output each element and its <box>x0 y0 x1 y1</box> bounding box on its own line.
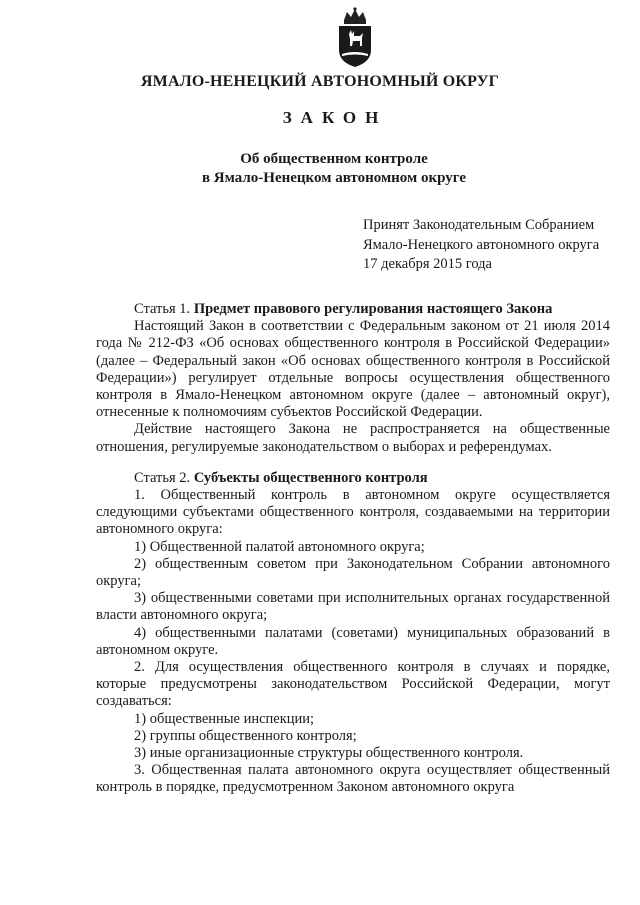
law-body <box>96 301 610 797</box>
adoption-line1: Принят Законодательным Собранием <box>363 217 595 233</box>
article-2-item-2: 2) общественным советом при Законодательном Собрании автономного округа; <box>96 555 610 590</box>
article-2-paragraph-3: 3. Общественная палата автономного округа осуществляет общественный контроль в порядке, предусмотренном Законом автономного округа <box>96 762 610 796</box>
article-2-paragraph-2: 2. Для осуществления общественного контроля в случаях и порядке, которые предусмотрены законодательством Российской Федерации, могут создаваться: <box>96 659 610 710</box>
law-title <box>0 150 640 188</box>
region-heading: ЯМАЛО-НЕНЕЦКИЙ АВТОНОМНЫЙ ОКРУГ <box>140 73 500 90</box>
article-1-heading <box>96 301 610 318</box>
coat-of-arms-icon <box>335 6 375 68</box>
article-2-subitem-1: 1) общественные инспекции; <box>134 710 315 727</box>
adoption-date: 17 декабря 2015 года <box>363 256 492 272</box>
article-2-number: Статья 2. <box>134 469 191 486</box>
law-title-line1: Об общественном контроле <box>240 151 428 167</box>
article-2-item-1: 1) Общественной палатой автономного округа; <box>134 538 425 555</box>
article-2-item-4: 4) общественными палатами (советами) муниципальных образований в автономном округе. <box>96 624 610 658</box>
article-1-paragraph-1: Настоящий Закон в соответствии с Федеральным законом от 21 июля 2014 года № 212-ФЗ «Об основах общественного контроля в Российской Федерации» (далее – Федеральный закон «Об основах общественного контроля в Российской Федерации») регулирует отдельные вопросы осуществления общественного контроля в Ямало-Ненецком автономном округе (далее – автономный округ), отнесенные к полномочиям субъектов Российской Федерации. <box>96 318 610 421</box>
article-2-subitem-3: 3) иные организационные структуры общественного контроля. <box>134 745 524 762</box>
law-title-line2: в Ямало-Ненецком автономном округе <box>201 170 467 186</box>
article-gap <box>96 456 610 470</box>
article-2-paragraph-1: 1. Общественный контроль в автономном округе осуществляется следующими субъектами общественного контроля, создаваемыми на территории автономного округа: <box>96 487 610 538</box>
article-1-title: Предмет правового регулирования настоящего Закона <box>193 301 553 317</box>
doc-type-heading: ЗАКОН <box>282 108 388 127</box>
adoption-line2: Ямало-Ненецкого автономного округа <box>363 236 600 253</box>
article-2-item-3: 3) общественными советами при исполнительных органах государственной власти автономного округа; <box>96 590 610 624</box>
article-1-paragraph-2: Действие настоящего Закона не распространяется на общественные отношения, регулируемые законодательством о выборах и референдумах. <box>96 421 610 455</box>
article-2-subitem-2: 2) группы общественного контроля; <box>134 727 357 744</box>
article-1-number: Статья 1. <box>134 301 191 317</box>
article-2-heading <box>96 470 610 487</box>
adoption-note <box>363 216 623 275</box>
article-2-title: Субъекты общественного контроля <box>193 469 428 486</box>
